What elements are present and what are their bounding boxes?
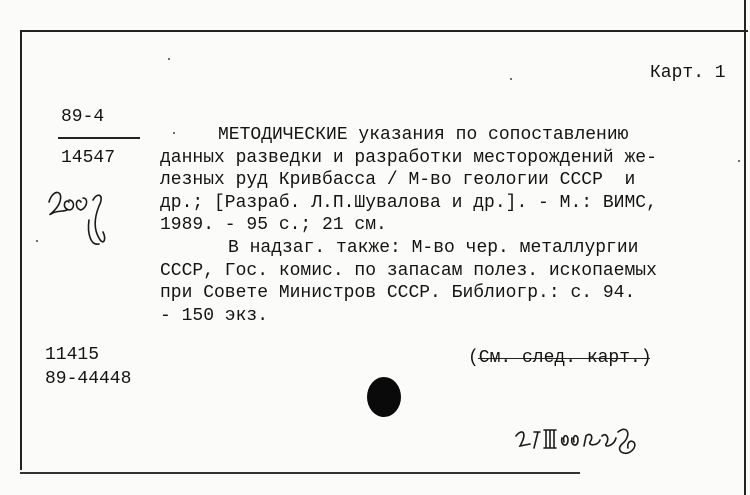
bibliographic-entry <box>160 124 720 327</box>
see-next-strikethrough <box>478 358 650 359</box>
entry-line: данных разведки и разработки месторождений же- <box>160 147 657 168</box>
entry-line: МЕТОДИЧЕСКИЕ указания по сопоставлению <box>218 125 629 145</box>
entry-line: 1989. - 95 с.; 21 см. <box>160 215 387 236</box>
shelf-mark-divider <box>58 137 140 139</box>
entry-line: - 150 экз. <box>160 305 269 326</box>
speck <box>168 58 170 60</box>
speck <box>36 240 38 242</box>
handwritten-code-mark <box>43 180 123 260</box>
entry-line: В надзаг. также: М-во чер. металлургии <box>228 237 639 258</box>
see-next-card: (См. след. карт.) <box>468 348 652 368</box>
accession-number-2: 89-44448 <box>45 369 132 389</box>
entry-line: лезных руд Кривбасса / М-во геологии СССР и <box>160 170 636 191</box>
shelf-mark-bottom: 14547 <box>61 148 116 168</box>
punch-hole <box>367 377 401 417</box>
accession-number-1: 11415 <box>45 345 100 365</box>
card-number: Карт. 1 <box>650 63 726 83</box>
shelf-mark-top: 89-4 <box>61 107 105 127</box>
speck <box>510 78 512 80</box>
speck <box>738 160 740 162</box>
entry-line: при Совете Министров СССР. Библиогр.: с. 94. <box>160 283 636 304</box>
entry-line: СССР, Гос. комис. по запасам полез. ископаемых <box>160 260 657 281</box>
card-border-top <box>20 30 748 32</box>
entry-line: др.; [Разраб. Л.П.Шувалова и др.]. - М.: ВИМС, <box>160 192 657 213</box>
card-border-left <box>20 30 22 470</box>
card-border-right <box>744 0 746 495</box>
handwritten-date-mark <box>510 418 650 463</box>
card-border-bottom <box>20 472 580 474</box>
